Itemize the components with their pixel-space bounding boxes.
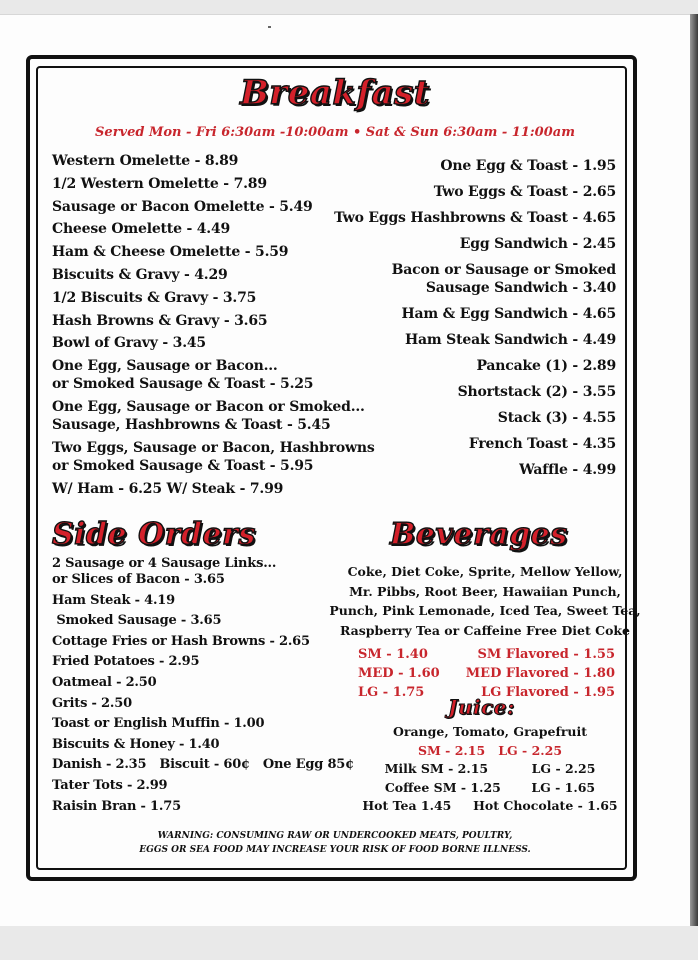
breakfast-title: Breakfast [240, 73, 430, 113]
menu-item: One Egg, Sausage or Bacon or Smoked... [52, 398, 365, 415]
menu-item: Bowl of Gravy - 3.45 [52, 335, 206, 352]
menu-item: 2 Sausage or 4 Sausage Links... [52, 556, 277, 571]
menu-item: Western Omelette - 8.89 [52, 153, 239, 169]
menu-item: One Egg & Toast - 1.95 [440, 158, 616, 174]
juice-title: Juice: [448, 695, 515, 719]
menu-item: Bacon or Sausage or Smoked [391, 262, 616, 278]
menu-item: Ham & Cheese Omelette - 5.59 [52, 244, 289, 261]
menu-item: Smoked Sausage - 3.65 [52, 613, 222, 629]
warning-line: WARNING: CONSUMING RAW OR UNDERCOOKED MEATS, POULTRY, [157, 831, 513, 841]
juice-list [340, 723, 640, 816]
menu-item: Danish - 2.35 Biscuit - 60¢ One Egg 85¢ [52, 757, 354, 773]
size-price: LG Flavored - 1.95 [481, 685, 615, 700]
drink-line: Hot Tea 1.45 Hot Chocolate - 1.65 [362, 798, 618, 814]
menu-item: Biscuits & Honey - 1.40 [52, 736, 220, 752]
menu-item: Oatmeal - 2.50 [52, 674, 157, 690]
beverage-list [326, 562, 644, 640]
menu-item: Pancake (1) - 2.89 [476, 358, 616, 374]
menu-item: Toast or English Muffin - 1.00 [52, 716, 265, 732]
menu-item: W/ Ham - 6.25 W/ Steak - 7.99 [52, 480, 284, 497]
menu-item: Ham Steak - 4.19 [52, 592, 175, 608]
beverage-line: Mr. Pibbs, Root Beer, Hawaiian Punch, [349, 583, 621, 599]
beverage-line: Coke, Diet Coke, Sprite, Mellow Yellow, [347, 564, 623, 579]
menu-item: 1/2 Biscuits & Gravy - 3.75 [52, 289, 257, 306]
menu-item: Ham & Egg Sandwich - 4.65 [401, 306, 616, 322]
paper-edge-shadow [690, 14, 698, 926]
menu-item: Cheese Omelette - 4.49 [52, 221, 231, 238]
menu-item: Ham Steak Sandwich - 4.49 [405, 332, 616, 348]
size-price: SM - 1.40 [358, 647, 428, 662]
menu-item: Fried Potatoes - 2.95 [52, 654, 200, 670]
size-price: MED - 1.60 [358, 666, 440, 681]
menu-item: or Smoked Sausage & Toast - 5.25 [52, 376, 314, 393]
menu-item: Cottage Fries or Hash Browns - 2.65 [52, 633, 310, 649]
paper-mark [268, 26, 271, 28]
menu-item: Sausage Sandwich - 3.40 [425, 280, 616, 296]
menu-item: Two Eggs, Sausage or Bacon, Hashbrowns [52, 439, 375, 456]
menu-item: or Smoked Sausage & Toast - 5.95 [52, 457, 314, 474]
menu-item: Biscuits & Gravy - 4.29 [52, 266, 228, 283]
flavored-sizes [466, 645, 615, 702]
menu-item: French Toast - 4.35 [468, 436, 616, 452]
size-price: SM Flavored - 1.55 [477, 647, 615, 662]
menu-item: Raisin Bran - 1.75 [52, 798, 181, 814]
menu-item: Tater Tots - 2.99 [52, 777, 168, 793]
breakfast-list-right [334, 157, 616, 487]
drink-line: Coffee SM - 1.25 LG - 1.65 [384, 779, 596, 795]
beverage-line: Punch, Pink Lemonade, Iced Tea, Sweet Tea, [329, 603, 641, 618]
breakfast-hours: Served Mon - Fri 6:30am -10:00am • Sat & Sun 6:30am - 11:00am [95, 125, 575, 140]
menu-item: One Egg, Sausage or Bacon... [52, 358, 278, 375]
size-price: MED Flavored - 1.80 [465, 666, 615, 681]
juice-line: Orange, Tomato, Grapefruit [392, 724, 588, 739]
drink-line: Milk SM - 2.15 LG - 2.25 [384, 761, 596, 777]
beverage-line: Raspberry Tea or Caffeine Free Diet Coke [339, 622, 631, 638]
juice-sizes: SM - 2.15 LG - 2.25 [417, 742, 563, 758]
menu-item: Stack (3) - 4.55 [497, 410, 616, 426]
menu-item: Sausage, Hashbrowns & Toast - 5.45 [52, 416, 331, 433]
menu-item: Hash Browns & Gravy - 3.65 [52, 312, 268, 329]
warning-line: EGGS OR SEA FOOD MAY INCREASE YOUR RISK OF FOOD BORNE ILLNESS. [139, 845, 531, 855]
menu-item: Two Eggs Hashbrowns & Toast - 4.65 [334, 210, 616, 226]
menu-item: Sausage or Bacon Omelette - 5.49 [52, 198, 313, 215]
menu-item: 1/2 Western Omelette - 7.89 [52, 175, 267, 192]
beverages-title: Beverages [390, 517, 568, 552]
menu-item: or Slices of Bacon - 3.65 [52, 572, 225, 587]
menu-item: Waffle - 4.99 [519, 462, 616, 478]
size-price: LG - 1.75 [358, 685, 425, 700]
menu-item: Egg Sandwich - 2.45 [459, 236, 616, 252]
menu-item: Grits - 2.50 [52, 695, 132, 711]
menu-item: Two Eggs & Toast - 2.65 [433, 184, 616, 200]
beverage-sizes [358, 645, 440, 702]
breakfast-list-left [52, 152, 375, 502]
side-orders-title: Side Orders [52, 517, 256, 552]
menu-item: Shortstack (2) - 3.55 [457, 384, 616, 400]
side-orders-list [52, 556, 354, 819]
food-warning [0, 829, 670, 857]
